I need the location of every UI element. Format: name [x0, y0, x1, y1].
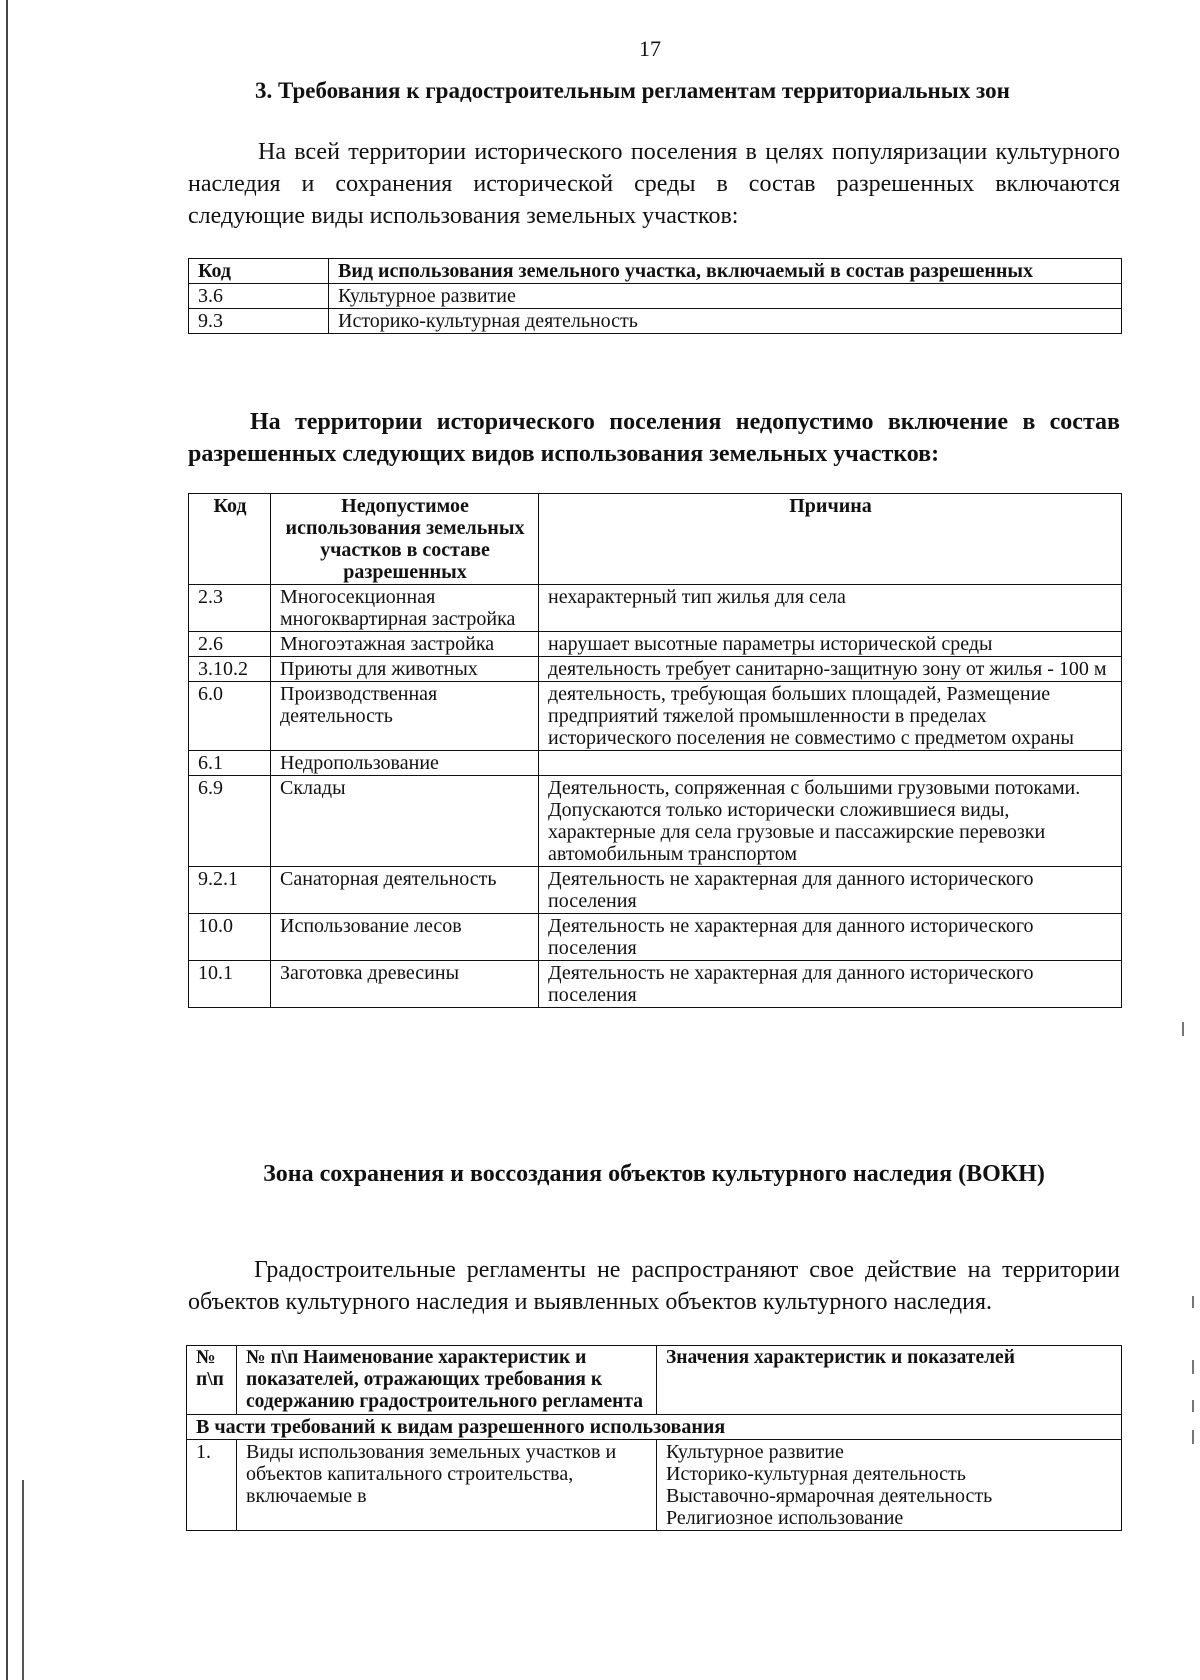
cell-code: 6.1: [189, 751, 271, 776]
forbidden-uses-table: [188, 493, 1122, 1008]
allowed-uses-table: [188, 258, 1122, 334]
cell-reason: деятельность требует санитарно-защитную зону от жилья - 100 м: [539, 657, 1122, 682]
table-header-row: [187, 1346, 1122, 1415]
cell-reason: [539, 751, 1122, 776]
value-item: Религиозное использование: [666, 1507, 904, 1529]
cell-code: 6.0: [189, 682, 271, 751]
scan-edge-line: [6, 0, 8, 1680]
cell-use: Недропользование: [271, 751, 539, 776]
table-row: [189, 961, 1122, 1008]
table-row: [189, 309, 1122, 334]
header-use: Вид использования земельного участка, включаемый в состав разрешенных: [329, 259, 1122, 284]
table-row: [189, 867, 1122, 914]
table-header-row: [189, 259, 1122, 284]
cell-code: 3.10.2: [189, 657, 271, 682]
cell-use: Приюты для животных: [271, 657, 539, 682]
cell-use: Заготовка древесины: [271, 961, 539, 1008]
cell-characteristic: Виды использования земельных участков и объектов капитального строительства, включаемые в: [237, 1440, 657, 1531]
table-row: [189, 284, 1122, 309]
cell-code: 10.0: [189, 914, 271, 961]
page-number: 17: [639, 36, 661, 61]
header-values: Значения характеристик и показателей: [657, 1346, 1122, 1415]
header-number: № п\п: [187, 1346, 237, 1415]
forbidden-heading: На территории исторического поселения недопустимо включение в состав разрешенных следующих видов использования земельных участков:: [188, 409, 1120, 467]
table-row: [189, 632, 1122, 657]
table-row: [189, 776, 1122, 867]
cell-code: 9.3: [189, 309, 329, 334]
cell-code: 6.9: [189, 776, 271, 867]
scan-speck: [1192, 1400, 1194, 1412]
zone-requirements-table: [186, 1345, 1122, 1531]
cell-reason: нарушает высотные параметры исторической среды: [539, 632, 1122, 657]
subheader-cell: В части требований к видам разрешенного использования: [187, 1415, 1122, 1440]
table-row: [189, 914, 1122, 961]
table-row: [187, 1440, 1122, 1531]
scan-speck: [1192, 1430, 1194, 1444]
cell-reason: Деятельность не характерная для данного исторического поселения: [539, 961, 1122, 1008]
header-characteristic: № п\п Наименование характеристик и показателей, отражающих требования к содержанию градостроительного регламента: [237, 1346, 657, 1415]
cell-reason: Деятельность не характерная для данного исторического поселения: [539, 867, 1122, 914]
header-code: Код: [189, 494, 271, 585]
zone-paragraph: Градостроительные регламенты не распространяют свое действие на территории объектов культурного наследия и выявленных объектов культурного наследия.: [188, 1257, 1120, 1315]
cell-code: 2.6: [189, 632, 271, 657]
section-title: 3. Требования к градостроительным регламентам территориальных зон: [255, 78, 1010, 103]
cell-use: Производственная деятельность: [271, 682, 539, 751]
scan-edge-line-lower: [22, 1480, 24, 1680]
cell-code: 3.6: [189, 284, 329, 309]
value-item: Историко-культурная деятельность: [666, 1463, 966, 1485]
cell-code: 2.3: [189, 585, 271, 632]
cell-use: Склады: [271, 776, 539, 867]
cell-use: Историко-культурная деятельность: [329, 309, 1122, 334]
cell-use: Культурное развитие: [329, 284, 1122, 309]
cell-reason: Деятельность, сопряженная с большими грузовыми потоками. Допускаются только исторически сложившиеся виды, характерные для села грузовые и пассажирские перевозки автомобильным транспортом: [539, 776, 1122, 867]
intro-paragraph: На всей территории исторического поселения в целях популяризации культурного наследия и сохранения исторической среды в состав разрешенных включаются следующие виды использования земельных участков:: [188, 139, 1120, 229]
cell-reason: деятельность, требующая больших площадей, Размещение предприятий тяжелой промышленности в пределах исторического поселения не совместимо с предметом охраны: [539, 682, 1122, 751]
cell-code: 10.1: [189, 961, 271, 1008]
header-forbidden-use: Недопустимое использования земельных участков в составе разрешенных: [271, 494, 539, 585]
cell-number: 1.: [187, 1440, 237, 1531]
scan-speck: [1192, 1296, 1194, 1308]
header-reason: Причина: [539, 494, 1122, 585]
zone-heading: Зона сохранения и воссоздания объектов культурного наследия (ВОКН): [263, 1161, 1045, 1187]
cell-use: Использование лесов: [271, 914, 539, 961]
cell-reason: Деятельность не характерная для данного исторического поселения: [539, 914, 1122, 961]
table-subheader-row: [187, 1415, 1122, 1440]
cell-reason: нехарактерный тип жилья для села: [539, 585, 1122, 632]
header-code: Код: [189, 259, 329, 284]
value-item: Выставочно-ярмарочная деятельность: [666, 1485, 993, 1507]
cell-use: Санаторная деятельность: [271, 867, 539, 914]
cell-use: Многосекционная многоквартирная застройка: [271, 585, 539, 632]
cell-code: 9.2.1: [189, 867, 271, 914]
table-row: [189, 751, 1122, 776]
value-item: Культурное развитие: [666, 1441, 844, 1463]
cell-use: Многоэтажная застройка: [271, 632, 539, 657]
scan-speck: [1182, 1022, 1184, 1036]
table-row: [189, 682, 1122, 751]
table-header-row: [189, 494, 1122, 585]
table-row: [189, 585, 1122, 632]
table-row: [189, 657, 1122, 682]
cell-values: [657, 1440, 1122, 1531]
scan-speck: [1192, 1360, 1194, 1374]
